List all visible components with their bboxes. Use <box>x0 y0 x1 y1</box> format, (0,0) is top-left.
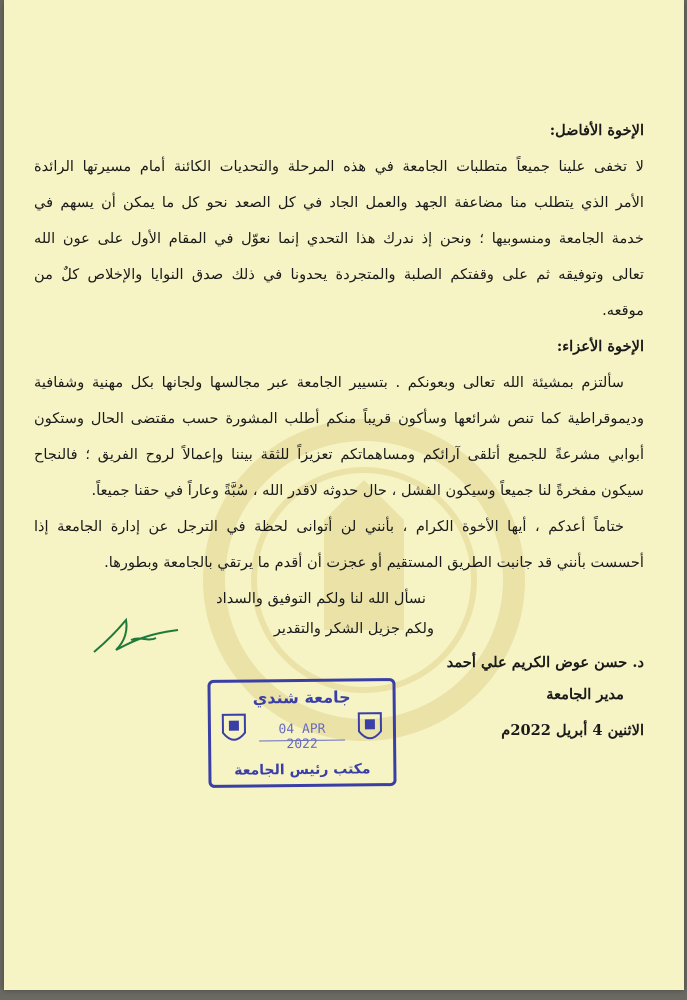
para1-line-5: موقعه. <box>602 302 644 319</box>
para1-line-4: تعالى وتوفيقه ثم على وقفتكم الصلبة والمتجردة يحدونا في ذلك صدق النوايا والإخلاص كلٌ من <box>34 266 644 283</box>
para2-line-2: وديموقراطية كما تنص شرائعها وسأكون قريباً منكم أطلب المشورة حسب مقتضى الحال وستكون <box>34 410 644 427</box>
letter-date: الاثنين 4 أبريل 2022م <box>501 722 644 739</box>
para2-line-4: سيكون مفخرةً لنا جميعاً وسيكون الفشل ، حال حدوثه لاقدر الله ، سُبَّةً وعاراً في حقنا جميعاً. <box>91 482 644 499</box>
para1-line-1: لا تخفى علينا جميعاً متطلبات الجامعة في هذه المرحلة والتحديات الكائنة أمام مسيرتها الرائدة <box>34 158 644 175</box>
para1-line-2: الأمر الذي يتطلب منا مضاعفة الجهد والعمل الجاد في كل الصعد نحو كل ما يمكن أن يسهم في <box>34 194 644 211</box>
closing-line-1: نسأل الله لنا ولكم التوفيق والسداد <box>216 590 426 607</box>
stamp-university-name: جامعة شندي <box>252 687 351 708</box>
stamp-crest-icon <box>221 713 247 747</box>
salutation-2: الإخوة الأعزاء: <box>556 338 644 355</box>
signer-name: د. حسن عوض الكريم علي أحمد <box>446 654 644 671</box>
para2-line-3: أبوابي مشرعةً للجميع أتلقى آرائكم ومساهماتكم تعزيزاً للثقة بيننا وإعمالاً لروح الفريق ؛ فالنجاح <box>34 446 644 463</box>
salutation-1: الإخوة الأفاضل: <box>549 122 644 139</box>
closing-line-2: ولكم جزيل الشكر والتقدير <box>273 620 434 637</box>
signer-title: مدير الجامعة <box>546 686 624 703</box>
para1-line-3: خدمة الجامعة ومنسوبيها ؛ ونحن إذ ندرك هذا التحدي إنما نعوّل في المقام الأول على عون الله <box>34 230 644 247</box>
para3-line-1: ختاماً أعدكم ، أيها الأخوة الكرام ، بأنني لن أتوانى لحظة في الترجل عن إدارة الجامعة إذا <box>34 518 624 535</box>
handwritten-signature <box>86 612 186 662</box>
para2-line-1: سألتزم بمشيئة الله تعالى وبعونكم . بتسيير الجامعة عبر مجالسها ولجانها بكل مهنية وشفافية <box>34 374 624 391</box>
letter-page <box>4 0 684 990</box>
official-stamp <box>207 678 396 788</box>
stamp-office-name: مكتب رئيس الجامعة <box>234 761 371 779</box>
stamp-crest-icon <box>357 711 383 745</box>
stamp-date: 04 APR 2022 <box>259 722 345 742</box>
para3-line-2: أحسست بأنني قد جانبت الطريق المستقيم أو عجزت أن أقدم ما يرتقي بالجامعة وبطورها. <box>104 554 644 571</box>
